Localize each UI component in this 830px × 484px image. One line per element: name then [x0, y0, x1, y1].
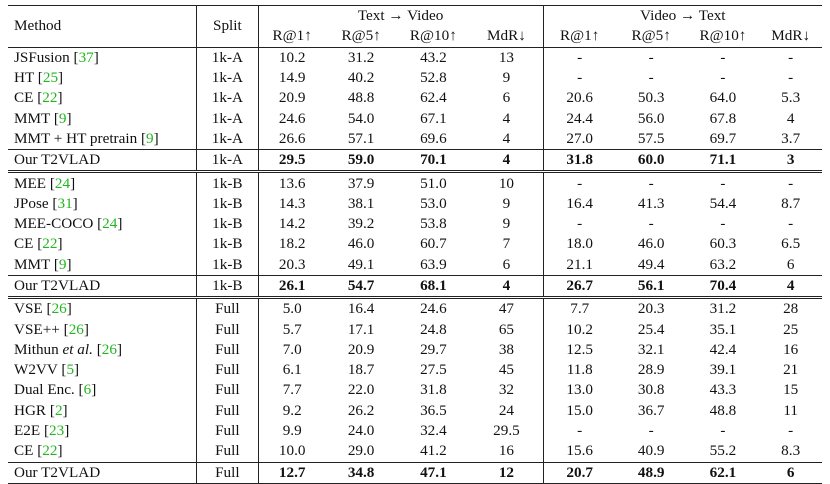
method-cell: Dual Enc. [6] — [8, 380, 197, 400]
v2t-mdr-cell: - — [788, 174, 794, 192]
v2t-r1-cell: 11.8 — [566, 361, 593, 379]
t2v-r10-cell: 67.1 — [420, 109, 447, 127]
v2t-r1-cell: 27.0 — [566, 129, 593, 147]
header-t2v-r1: R@1↑ — [272, 27, 312, 45]
t2v-mdr-cell: 9 — [470, 194, 543, 214]
v2t-r5-cell: 25.4 — [637, 320, 665, 338]
v2t-r10-cell: - — [720, 215, 726, 233]
v2t-mdr-cell: 11 — [783, 401, 798, 419]
t2v-r5-cell: 46.0 — [347, 235, 375, 253]
v2t-r1-cell: 18.0 — [566, 235, 593, 253]
t2v-mdr-cell: 10 — [470, 172, 543, 194]
v2t-r10-cell: 31.2 — [709, 300, 737, 318]
method-cell: MEE [24] — [8, 172, 197, 194]
v2t-r5-cell: 56.1 — [637, 277, 665, 294]
v2t-r10-cell: 67.8 — [709, 109, 737, 127]
header-v2t-r10: R@10↑ — [699, 27, 747, 45]
header-method: Method — [8, 6, 197, 48]
v2t-mdr-cell: 6 — [786, 255, 795, 273]
table-row — [8, 340, 822, 360]
method-cell: MEE-COCO [24] — [8, 214, 197, 234]
t2v-mdr-cell: 16 — [470, 441, 543, 462]
t2v-r5-cell: 37.9 — [347, 174, 375, 192]
split-cell: 1k-B — [197, 234, 259, 254]
t2v-r10-cell: 27.5 — [420, 361, 447, 379]
v2t-mdr-cell: 15 — [783, 381, 799, 399]
method-name: VSE++ — [14, 320, 60, 338]
citation-link[interactable]: 31 — [57, 194, 73, 212]
t2v-r1-cell: 20.9 — [278, 89, 306, 107]
header-v2t-r5: R@5↑ — [631, 27, 671, 45]
t2v-mdr-cell: 32 — [470, 380, 543, 400]
citation-link[interactable]: 2 — [54, 401, 63, 419]
method-name: CE — [14, 442, 34, 460]
split-cell: Full — [197, 462, 259, 483]
split-cell: 1k-B — [197, 275, 259, 297]
v2t-r10-cell: 70.4 — [709, 277, 737, 294]
header-v2t-r1: R@1↑ — [560, 27, 600, 45]
t2v-r5-cell: 54.0 — [347, 109, 375, 127]
method-name: VSE — [14, 300, 43, 318]
citation-link[interactable]: 22 — [42, 235, 58, 253]
t2v-r1-cell: 5.7 — [282, 320, 302, 338]
v2t-r1-cell: 15.0 — [566, 401, 593, 419]
t2v-r1-cell: 29.5 — [278, 151, 306, 169]
t2v-r5-cell: 59.0 — [347, 151, 375, 169]
method-name: Our T2VLAD — [14, 277, 101, 294]
v2t-mdr-cell: 4 — [786, 109, 795, 127]
t2v-r10-cell: 70.1 — [420, 151, 447, 169]
table-row — [8, 68, 822, 88]
split-cell: 1k-B — [197, 214, 259, 234]
t2v-r5-cell: 29.0 — [347, 442, 375, 460]
v2t-mdr-cell: 4 — [786, 277, 795, 294]
t2v-mdr-cell: 6 — [470, 255, 543, 276]
t2v-mdr-cell: 13 — [470, 47, 543, 68]
t2v-r1-cell: 9.9 — [282, 422, 302, 440]
t2v-mdr-cell: 4 — [470, 129, 543, 150]
t2v-r1-cell: 26.1 — [278, 277, 306, 294]
t2v-r10-cell: 41.2 — [420, 442, 447, 460]
method-name: CE — [14, 89, 34, 107]
t2v-mdr-cell: 9 — [470, 214, 543, 234]
split-cell: Full — [197, 360, 259, 380]
method-name: MEE-COCO — [14, 215, 94, 233]
v2t-r5-cell: 57.5 — [637, 129, 665, 147]
v2t-mdr-cell: - — [788, 215, 794, 233]
t2v-r10-cell: 52.8 — [420, 69, 447, 87]
split-cell: Full — [197, 298, 259, 320]
table-row — [8, 421, 822, 441]
v2t-r5-cell: 60.0 — [637, 151, 665, 169]
citation-link[interactable]: 22 — [42, 89, 58, 107]
method-cell: VSE++ [26] — [8, 319, 197, 339]
table-body — [8, 47, 822, 483]
t2v-r5-cell: 24.0 — [347, 422, 375, 440]
t2v-mdr-cell: 4 — [470, 108, 543, 128]
citation-link[interactable]: 26 — [101, 340, 117, 358]
method-cell — [8, 462, 197, 483]
v2t-r1-cell: - — [577, 69, 583, 87]
t2v-r10-cell: 43.2 — [420, 48, 447, 66]
t2v-r10-cell: 68.1 — [420, 277, 447, 294]
split-cell: 1k-A — [197, 129, 259, 150]
method-cell — [8, 275, 197, 297]
v2t-r5-cell: 41.3 — [637, 194, 665, 212]
t2v-r5-cell: 40.2 — [347, 69, 375, 87]
method-cell: MMT + HT pretrain [9] — [8, 129, 197, 150]
method-cell: CE [22] — [8, 234, 197, 254]
v2t-mdr-cell: 3.7 — [781, 129, 801, 147]
method-name: Our T2VLAD — [14, 463, 101, 481]
table-row — [8, 319, 822, 339]
v2t-r1-cell: 7.7 — [570, 300, 590, 318]
method-cell: E2E [23] — [8, 421, 197, 441]
method-name: Our T2VLAD — [14, 151, 101, 169]
split-cell: Full — [197, 340, 259, 360]
v2t-mdr-cell: 25 — [783, 320, 799, 338]
t2v-r1-cell: 6.1 — [282, 361, 302, 379]
t2v-r1-cell: 10.2 — [278, 48, 306, 66]
method-cell — [8, 150, 197, 172]
t2v-r5-cell: 31.2 — [347, 48, 375, 66]
t2v-r10-cell: 69.6 — [420, 129, 447, 147]
method-name: E2E — [14, 422, 41, 440]
t2v-r1-cell: 7.0 — [282, 340, 302, 358]
v2t-r10-cell: 42.4 — [709, 340, 737, 358]
t2v-r10-cell: 63.9 — [420, 255, 447, 273]
method-cell: HT [25] — [8, 68, 197, 88]
table-row — [8, 380, 822, 400]
method-name-emphasis: et al. — [62, 340, 93, 358]
v2t-r10-cell: 39.1 — [709, 361, 737, 379]
table-row — [8, 47, 822, 68]
t2v-r5-cell: 54.7 — [347, 277, 375, 294]
v2t-r5-cell: - — [648, 48, 654, 66]
split-cell: 1k-B — [197, 255, 259, 276]
table-row — [8, 172, 822, 194]
t2v-mdr-cell: 12 — [470, 462, 543, 483]
v2t-r10-cell: 55.2 — [709, 442, 737, 460]
citation-link[interactable]: 6 — [83, 381, 92, 399]
method-cell: JSFusion [37] — [8, 47, 197, 68]
citation-link[interactable]: 26 — [68, 320, 84, 338]
split-cell: 1k-A — [197, 108, 259, 128]
method-cell: CE [22] — [8, 441, 197, 462]
v2t-r10-cell: - — [720, 174, 726, 192]
results-table-container — [8, 5, 822, 484]
citation-link[interactable]: 25 — [42, 69, 59, 87]
v2t-r1-cell: 26.7 — [566, 277, 593, 294]
method-name: Mithun — [14, 340, 59, 358]
v2t-mdr-cell: 8.7 — [781, 194, 801, 212]
v2t-mdr-cell: 28 — [783, 300, 799, 318]
v2t-r10-cell: 69.7 — [709, 129, 737, 147]
split-cell: Full — [197, 319, 259, 339]
v2t-r1-cell: 31.8 — [566, 151, 593, 169]
t2v-r1-cell: 20.3 — [278, 255, 306, 273]
t2v-r1-cell: 26.6 — [278, 129, 306, 147]
t2v-mdr-cell: 4 — [470, 150, 543, 172]
table-header — [8, 6, 822, 48]
v2t-r5-cell: 49.4 — [637, 255, 665, 273]
t2v-r5-cell: 16.4 — [347, 300, 375, 318]
v2t-r1-cell: - — [577, 422, 583, 440]
t2v-mdr-cell: 65 — [470, 319, 543, 339]
v2t-r5-cell: 40.9 — [637, 442, 665, 460]
citation-link[interactable]: 24 — [54, 174, 71, 192]
v2t-r1-cell: 12.5 — [566, 340, 593, 358]
t2v-r5-cell: 20.9 — [347, 340, 375, 358]
t2v-r1-cell: 10.0 — [278, 442, 306, 460]
v2t-r10-cell: 63.2 — [709, 255, 737, 273]
citation-link[interactable]: 9 — [146, 129, 154, 147]
table-row — [8, 298, 822, 320]
method-name: MMT — [14, 255, 51, 273]
method-cell: HGR [2] — [8, 401, 197, 421]
table-row — [8, 108, 822, 128]
split-cell: 1k-B — [197, 194, 259, 214]
citation-link[interactable]: 26 — [51, 300, 67, 318]
citation-link[interactable]: 5 — [66, 361, 75, 379]
split-cell: Full — [197, 441, 259, 462]
t2v-r5-cell: 48.8 — [347, 89, 375, 107]
v2t-r1-cell: 21.1 — [566, 255, 593, 273]
v2t-r10-cell: 43.3 — [709, 381, 737, 399]
t2v-r5-cell: 17.1 — [347, 320, 375, 338]
v2t-mdr-cell: - — [788, 48, 794, 66]
method-name: HGR — [14, 401, 47, 419]
v2t-r5-cell: 56.0 — [637, 109, 665, 127]
t2v-r1-cell: 14.2 — [278, 215, 306, 233]
t2v-r10-cell: 24.8 — [420, 320, 447, 338]
t2v-mdr-cell: 29.5 — [470, 421, 543, 441]
t2v-mdr-cell: 7 — [470, 234, 543, 254]
table-row — [8, 194, 822, 214]
v2t-r5-cell: 20.3 — [637, 300, 665, 318]
v2t-r5-cell: - — [648, 215, 654, 233]
v2t-r1-cell: - — [577, 174, 583, 192]
v2t-mdr-cell: 6 — [786, 463, 795, 481]
header-v2t-mdr: MdR↓ — [771, 27, 811, 45]
v2t-mdr-cell: - — [788, 422, 794, 440]
v2t-r1-cell: 10.2 — [566, 320, 593, 338]
method-name: MEE — [14, 174, 47, 192]
header-t2v-mdr: MdR↓ — [470, 26, 543, 47]
v2t-r10-cell: 62.1 — [709, 463, 737, 481]
method-cell: VSE [26] — [8, 298, 197, 320]
v2t-mdr-cell: 8.3 — [781, 442, 801, 460]
header-video-to-text: Video → Text — [640, 7, 726, 25]
t2v-mdr-cell: 47 — [470, 298, 543, 320]
v2t-r1-cell: 24.4 — [566, 109, 593, 127]
split-cell: Full — [197, 380, 259, 400]
v2t-r10-cell: 48.8 — [709, 401, 737, 419]
t2v-r5-cell: 34.8 — [347, 463, 375, 481]
t2v-r10-cell: 29.7 — [420, 340, 447, 358]
v2t-r5-cell: 46.0 — [637, 235, 665, 253]
t2v-mdr-cell: 24 — [470, 401, 543, 421]
v2t-mdr-cell: 16 — [783, 340, 799, 358]
v2t-r5-cell: 32.1 — [637, 340, 665, 358]
table-row — [8, 129, 822, 150]
t2v-r5-cell: 57.1 — [347, 129, 375, 147]
v2t-mdr-cell: 6.5 — [781, 235, 801, 253]
v2t-r10-cell: 60.3 — [709, 235, 737, 253]
method-cell: W2VV [5] — [8, 360, 197, 380]
t2v-r5-cell: 49.1 — [347, 255, 375, 273]
v2t-r10-cell: 35.1 — [709, 320, 737, 338]
t2v-r1-cell: 24.6 — [278, 109, 306, 127]
t2v-r10-cell: 31.8 — [420, 381, 447, 399]
our-method-row — [8, 462, 822, 483]
v2t-r1-cell: 15.6 — [566, 442, 593, 460]
t2v-r10-cell: 53.8 — [420, 215, 447, 233]
v2t-r5-cell: 48.9 — [637, 463, 665, 481]
method-cell: MMT [9] — [8, 255, 197, 276]
v2t-r1-cell: 20.6 — [566, 89, 593, 107]
split-cell: 1k-B — [197, 172, 259, 194]
method-name: MMT — [14, 109, 51, 127]
table-row — [8, 88, 822, 108]
method-cell: Mithun et al. [26] — [8, 340, 197, 360]
split-cell: 1k-A — [197, 150, 259, 172]
method-cell: JPose [31] — [8, 194, 197, 214]
t2v-r5-cell: 18.7 — [347, 361, 375, 379]
t2v-r10-cell: 36.5 — [420, 401, 447, 419]
v2t-r10-cell: - — [720, 48, 726, 66]
table-row — [8, 401, 822, 421]
t2v-mdr-cell: 45 — [470, 360, 543, 380]
method-name: W2VV — [14, 361, 58, 379]
method-cell: CE [22] — [8, 88, 197, 108]
t2v-r10-cell: 24.6 — [420, 300, 447, 318]
t2v-r1-cell: 9.2 — [282, 401, 302, 419]
table-row — [8, 234, 822, 254]
v2t-r1-cell: - — [577, 48, 583, 66]
t2v-r1-cell: 14.9 — [278, 69, 306, 87]
citation-link[interactable]: 24 — [102, 215, 118, 233]
t2v-r1-cell: 7.7 — [282, 381, 302, 399]
t2v-r1-cell: 18.2 — [278, 235, 306, 253]
split-cell: Full — [197, 401, 259, 421]
method-name: CE — [14, 235, 34, 253]
citation-link[interactable]: 9 — [58, 255, 67, 273]
header-t2v-r5: R@5↑ — [341, 27, 381, 45]
results-table — [8, 5, 822, 484]
v2t-mdr-cell: - — [788, 69, 794, 87]
table-row — [8, 255, 822, 276]
t2v-r10-cell: 60.7 — [420, 235, 447, 253]
header-split: Split — [197, 6, 259, 48]
v2t-r5-cell: 50.3 — [637, 89, 665, 107]
t2v-r5-cell: 22.0 — [347, 381, 375, 399]
v2t-mdr-cell: 3 — [786, 151, 795, 169]
v2t-r10-cell: 71.1 — [709, 151, 737, 169]
split-cell: 1k-A — [197, 88, 259, 108]
t2v-mdr-cell: 9 — [470, 68, 543, 88]
t2v-r5-cell: 26.2 — [347, 401, 375, 419]
t2v-r5-cell: 39.2 — [347, 215, 375, 233]
citation-link[interactable]: 37 — [78, 48, 94, 66]
our-method-row — [8, 150, 822, 172]
t2v-r10-cell: 53.0 — [420, 194, 447, 212]
v2t-r10-cell: 64.0 — [709, 89, 737, 107]
header-text-to-video: Text → Video — [258, 6, 543, 27]
v2t-r1-cell: 20.7 — [566, 463, 593, 481]
v2t-r5-cell: - — [648, 174, 654, 192]
t2v-r10-cell: 51.0 — [420, 174, 447, 192]
table-row — [8, 360, 822, 380]
method-name: HT — [14, 69, 34, 87]
v2t-r10-cell: - — [720, 69, 726, 87]
t2v-r1-cell: 5.0 — [282, 300, 302, 318]
v2t-r1-cell: 16.4 — [566, 194, 593, 212]
t2v-r1-cell: 13.6 — [278, 174, 306, 192]
t2v-r5-cell: 38.1 — [347, 194, 375, 212]
v2t-r1-cell: 13.0 — [566, 381, 593, 399]
v2t-r1-cell: - — [577, 215, 583, 233]
our-method-row — [8, 275, 822, 297]
citation-link[interactable]: 23 — [49, 422, 65, 440]
method-name: Dual Enc. — [14, 381, 75, 399]
v2t-r5-cell: 28.9 — [637, 361, 665, 379]
v2t-r5-cell: - — [648, 69, 654, 87]
t2v-mdr-cell: 4 — [470, 275, 543, 297]
v2t-r10-cell: - — [720, 422, 726, 440]
t2v-mdr-cell: 38 — [470, 340, 543, 360]
table-row — [8, 214, 822, 234]
split-cell: Full — [197, 421, 259, 441]
split-cell: 1k-A — [197, 47, 259, 68]
v2t-r5-cell: 30.8 — [637, 381, 665, 399]
t2v-mdr-cell: 6 — [470, 88, 543, 108]
t2v-r10-cell: 32.4 — [420, 422, 447, 440]
v2t-r5-cell: 36.7 — [637, 401, 665, 419]
method-name: JSFusion — [14, 48, 70, 66]
v2t-mdr-cell: 21 — [783, 361, 799, 379]
t2v-r1-cell: 12.7 — [278, 463, 306, 481]
table-row — [8, 441, 822, 462]
t2v-r10-cell: 47.1 — [420, 463, 447, 481]
method-name: MMT + HT pretrain — [14, 129, 138, 147]
method-cell: MMT [9] — [8, 108, 197, 128]
method-name: JPose — [14, 194, 49, 212]
split-cell: 1k-A — [197, 68, 259, 88]
citation-link[interactable]: 22 — [42, 442, 58, 460]
v2t-mdr-cell: 5.3 — [781, 89, 801, 107]
t2v-r10-cell: 62.4 — [420, 89, 447, 107]
v2t-r5-cell: - — [648, 422, 654, 440]
t2v-r1-cell: 14.3 — [278, 194, 306, 212]
v2t-r10-cell: 54.4 — [709, 194, 737, 212]
header-t2v-r10: R@10↑ — [409, 27, 457, 45]
citation-link[interactable]: 9 — [58, 109, 67, 127]
